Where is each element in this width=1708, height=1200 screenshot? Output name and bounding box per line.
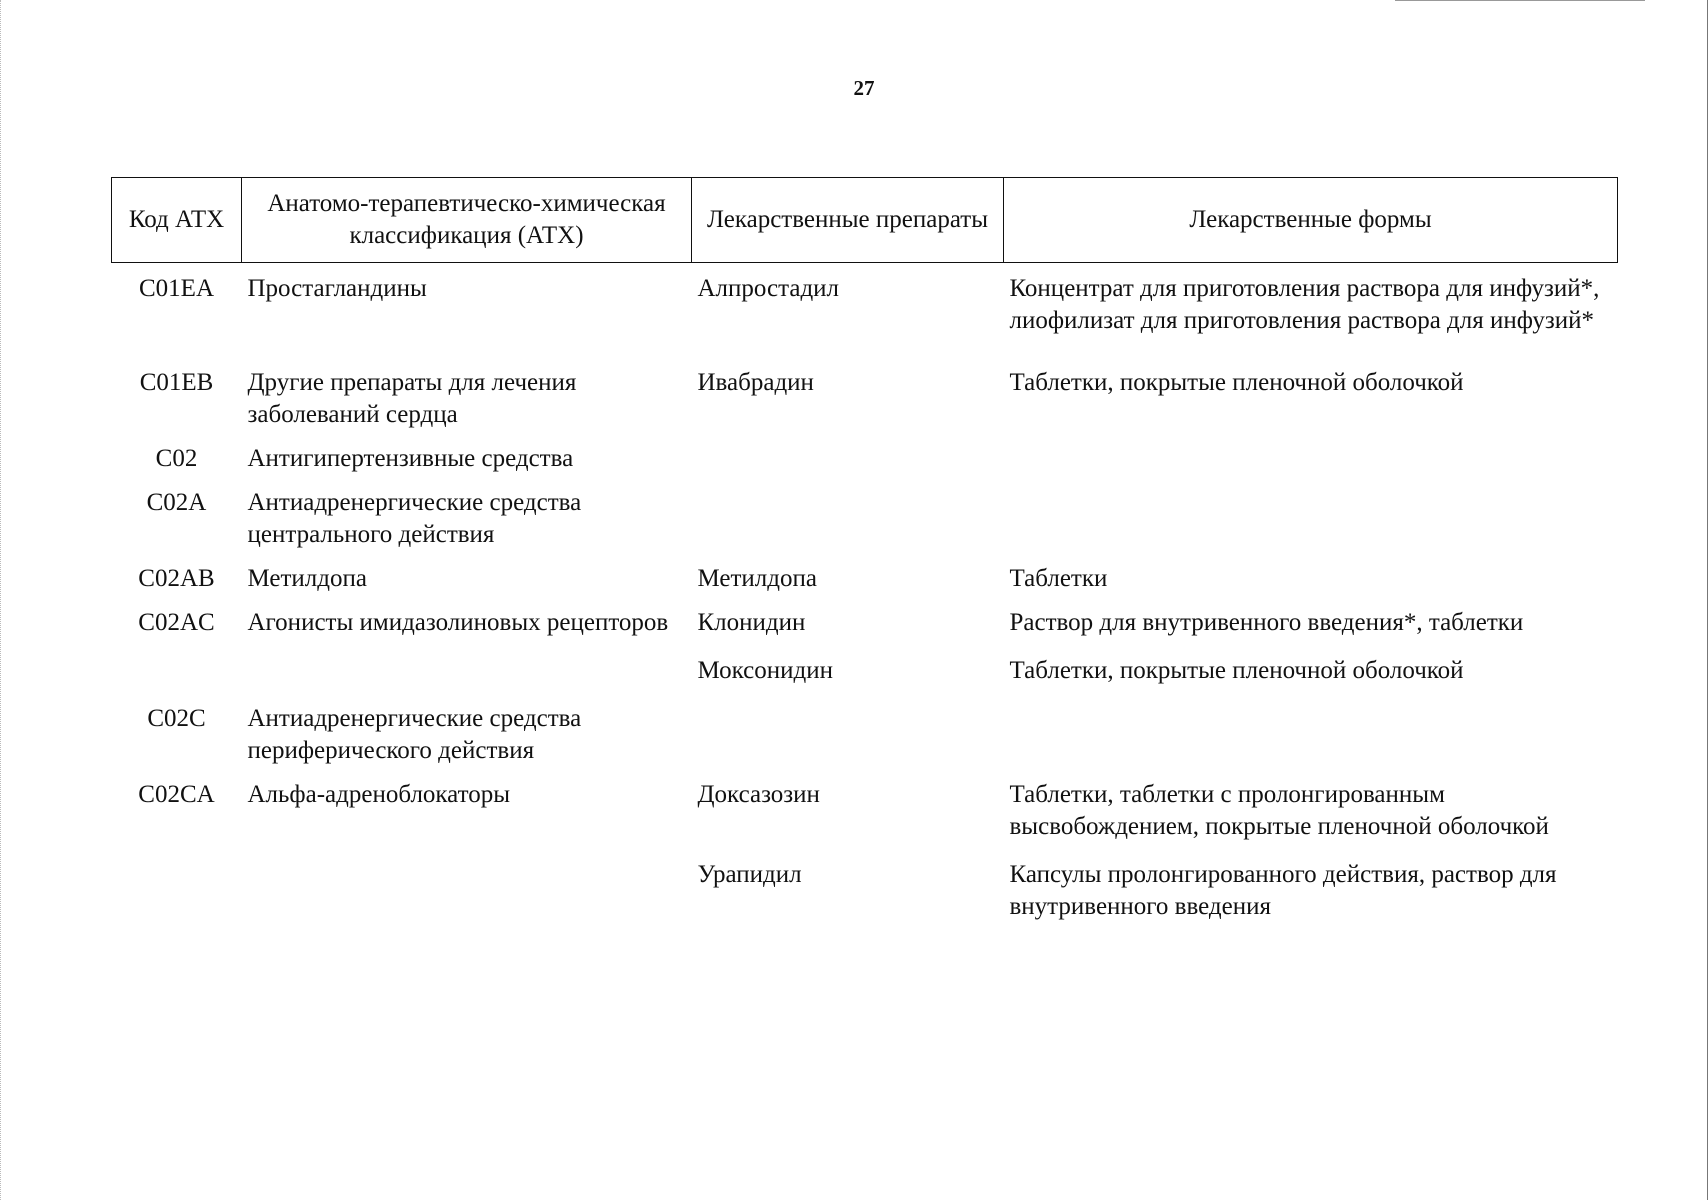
row-classification: Антигипертензивные средства	[247, 445, 574, 472]
row-classification: Агонисты имидазолиновых рецепторов	[247, 609, 669, 636]
row-code	[112, 843, 242, 923]
row-classification	[242, 639, 692, 687]
header-classification: Анатомо-терапевтическо-химическая классификация (АТХ)	[242, 178, 692, 263]
row-drug: Моксонидин	[697, 657, 833, 684]
table-header-row	[112, 178, 1618, 263]
row-code: C02A	[146, 489, 207, 516]
row-drug	[692, 687, 1004, 767]
row-classification: Антиадренергические средства центрального действия	[247, 489, 582, 548]
row-form: Раствор для внутривенного введения*, таблетки	[1009, 609, 1524, 636]
table-row	[112, 595, 1618, 639]
scan-top-rule	[1395, 0, 1645, 1]
row-classification: Антиадренергические средства периферического действия	[247, 705, 582, 764]
row-form: Таблетки, покрытые пленочной оболочкой	[1009, 657, 1464, 684]
row-drug: Ивабрадин	[697, 369, 814, 396]
row-code: C02C	[147, 705, 206, 732]
row-form: Капсулы пролонгированного действия, раствор для внутривенного введения	[1009, 861, 1557, 920]
row-code: C02	[155, 445, 198, 472]
row-code: C01EB	[139, 369, 214, 396]
row-code: C02AC	[138, 609, 215, 636]
row-drug: Доксазозин	[697, 781, 820, 808]
row-drug: Метилдопа	[697, 565, 817, 592]
row-form: Таблетки, таблетки с пролонгированным высвобождением, покрытые пленочной оболочкой	[1009, 781, 1549, 840]
row-classification: Метилдопа	[247, 565, 367, 592]
row-drug: Алпростадил	[697, 275, 840, 302]
row-drug: Урапидил	[697, 861, 802, 888]
row-form: Таблетки	[1009, 565, 1108, 592]
row-form: Таблетки, покрытые пленочной оболочкой	[1009, 369, 1464, 396]
row-code	[112, 639, 242, 687]
table-row	[112, 551, 1618, 595]
row-code: C02CA	[138, 781, 215, 808]
table-row	[112, 767, 1618, 843]
row-drug	[692, 475, 1004, 551]
row-drug	[692, 431, 1004, 475]
row-form	[1004, 475, 1618, 551]
table-row	[112, 263, 1618, 338]
row-classification	[242, 843, 692, 923]
row-drug: Клонидин	[697, 609, 806, 636]
row-form	[1004, 687, 1618, 767]
scan-left-edge	[0, 0, 3, 1200]
row-form	[1004, 431, 1618, 475]
row-classification: Другие препараты для лечения заболеваний сердца	[247, 369, 577, 428]
table-row	[112, 475, 1618, 551]
row-classification: Простагландины	[247, 275, 427, 302]
row-classification: Альфа-адреноблокаторы	[247, 781, 511, 808]
row-form: Концентрат для приготовления раствора для инфузий*, лиофилизат для приготовления раствора для инфузий*	[1009, 275, 1600, 334]
table-row	[112, 337, 1618, 431]
table-row	[112, 639, 1618, 687]
page-number: 27	[853, 76, 875, 100]
table-row	[112, 431, 1618, 475]
atx-table	[111, 177, 1618, 923]
row-code: C01EA	[139, 275, 214, 302]
header-code: Код АТХ	[112, 178, 242, 263]
table-row	[112, 843, 1618, 923]
header-forms: Лекарственные формы	[1004, 178, 1618, 263]
row-code: C02AB	[138, 565, 215, 592]
table-row	[112, 687, 1618, 767]
header-drugs: Лекарственные препараты	[692, 178, 1004, 263]
